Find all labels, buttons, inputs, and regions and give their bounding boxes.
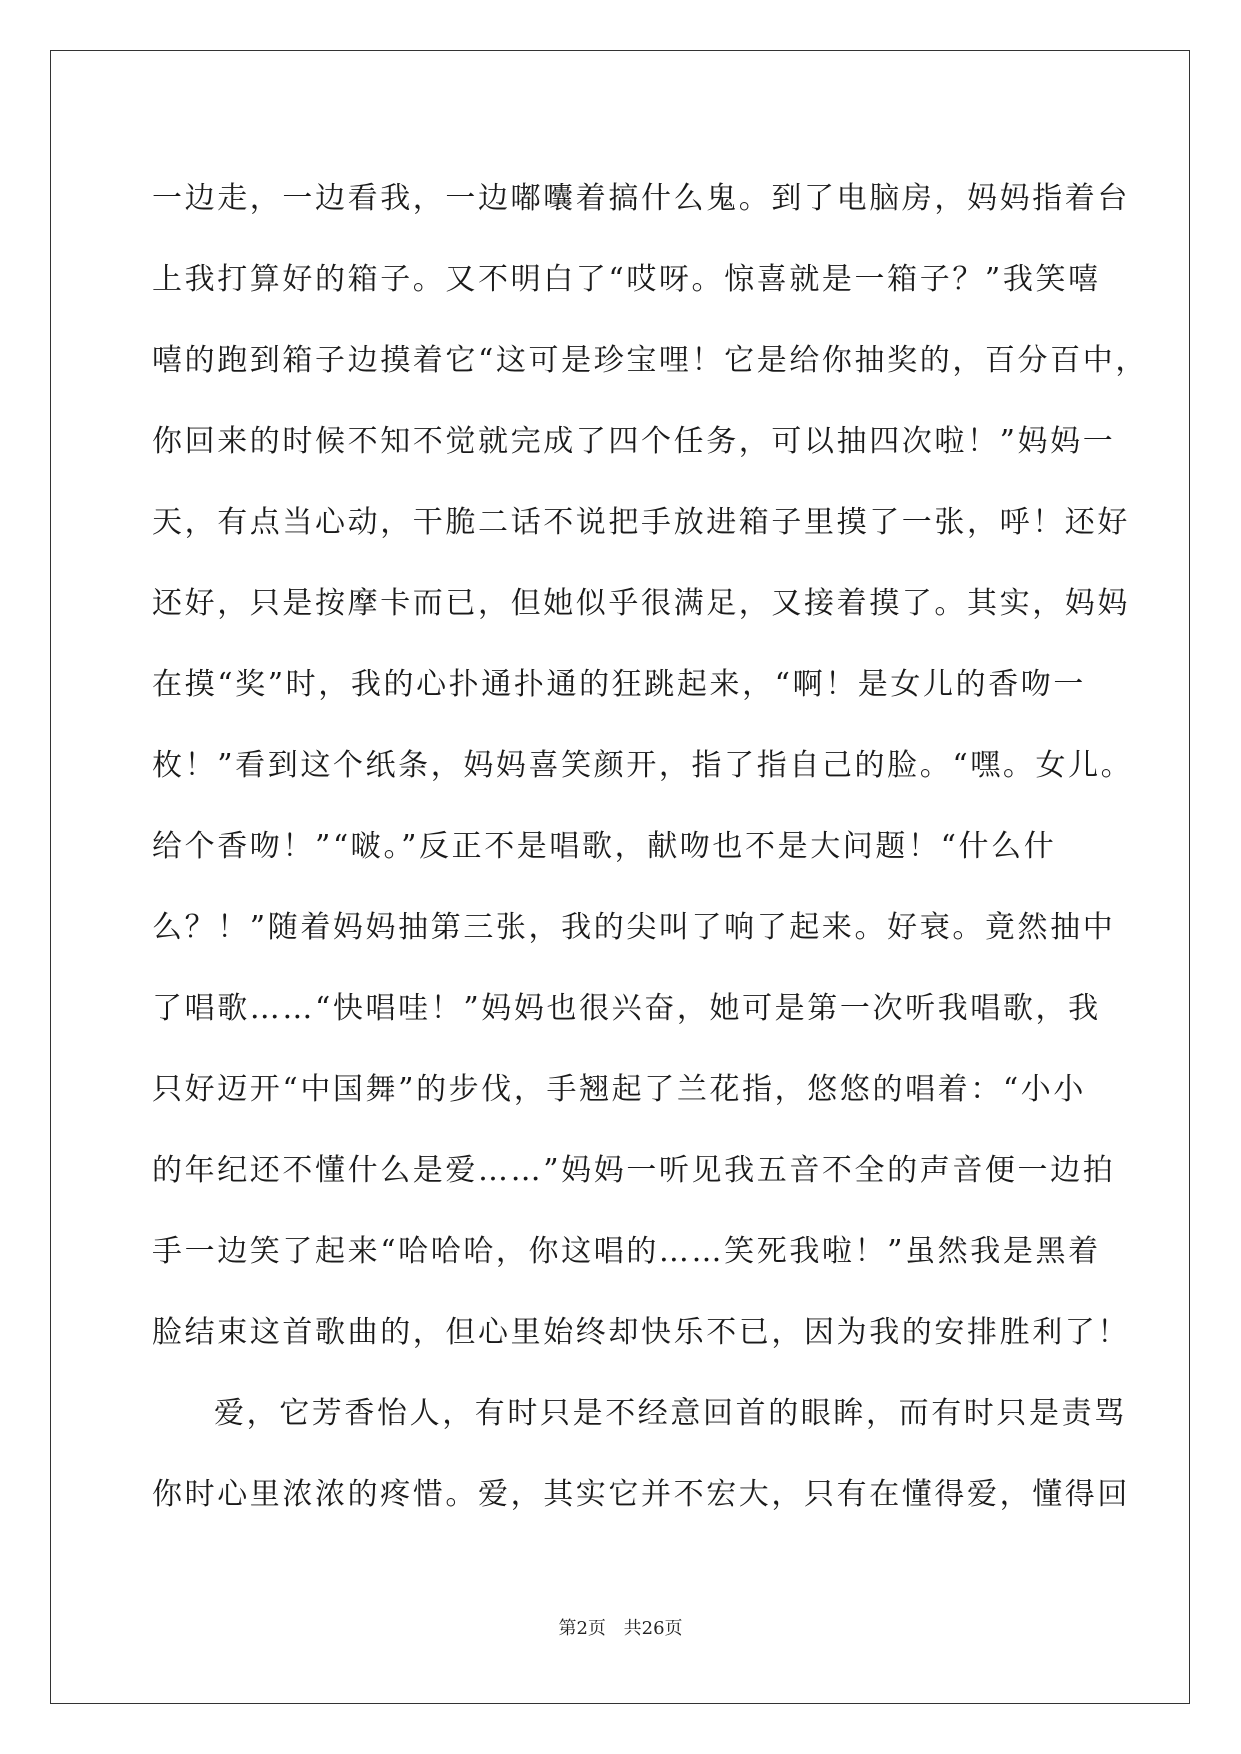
page-total: 共26页 — [623, 1618, 683, 1639]
text-line: 你时心里浓浓的疼惜。爱，其实它并不宏大，只有在懂得爱，懂得回 — [152, 1477, 1130, 1512]
text-line: 一边走，一边看我，一边嘟囔着搞什么鬼。到了电脑房，妈妈指着台 — [152, 181, 1130, 216]
text-line: 还好，只是按摩卡而已，但她似乎很满足，又接着摸了。其实，妈妈 — [152, 586, 1130, 621]
text-line: 了唱歌……“快唱哇！”妈妈也很兴奋，她可是第一次听我唱歌，我 — [152, 991, 1101, 1026]
text-line: 枚！”看到这个纸条，妈妈喜笑颜开，指了指自己的脸。“嘿。女儿。 — [152, 748, 1134, 783]
text-line: 只好迈开“中国舞”的步伐，手翘起了兰花指，悠悠的唱着：“小小 — [152, 1072, 1087, 1107]
text-line: 给个香吻！”“啵。”反正不是唱歌，献吻也不是大问题！“什么什 — [152, 829, 1057, 864]
text-line: 嘻的跑到箱子边摸着它“这可是珍宝哩！它是给你抽奖的，百分百中， — [152, 343, 1148, 378]
text-line: 么？！”随着妈妈抽第三张，我的尖叫了响了起来。好衰。竟然抽中 — [152, 910, 1116, 945]
text-line: 脸结束这首歌曲的，但心里始终却快乐不已，因为我的安排胜利了！ — [152, 1315, 1130, 1350]
text-line: 在摸“奖”时，我的心扑通扑通的狂跳起来，“啊！是女儿的香吻一 — [152, 667, 1087, 702]
body-text — [152, 158, 1148, 1535]
text-line: 你回来的时候不知不觉就完成了四个任务，可以抽四次啦！”妈妈一 — [152, 424, 1116, 459]
page-footer — [0, 1614, 1241, 1640]
text-line: 的年纪还不懂什么是爱……”妈妈一听见我五音不全的声音便一边拍 — [152, 1153, 1116, 1188]
text-line: 手一边笑了起来“哈哈哈，你这唱的……笑死我啦！”虽然我是黑着 — [152, 1234, 1101, 1269]
text-line: 上我打算好的箱子。又不明白了“哎呀。惊喜就是一箱子？”我笑嘻 — [152, 262, 1101, 297]
paragraph-start-line: 爱，它芳香怡人，有时只是不经意回首的眼眸，而有时只是责骂 — [214, 1396, 1127, 1431]
text-line: 天，有点当心动，干脆二话不说把手放进箱子里摸了一张，呼！还好 — [152, 505, 1130, 540]
page-number: 第2页 — [558, 1618, 606, 1639]
